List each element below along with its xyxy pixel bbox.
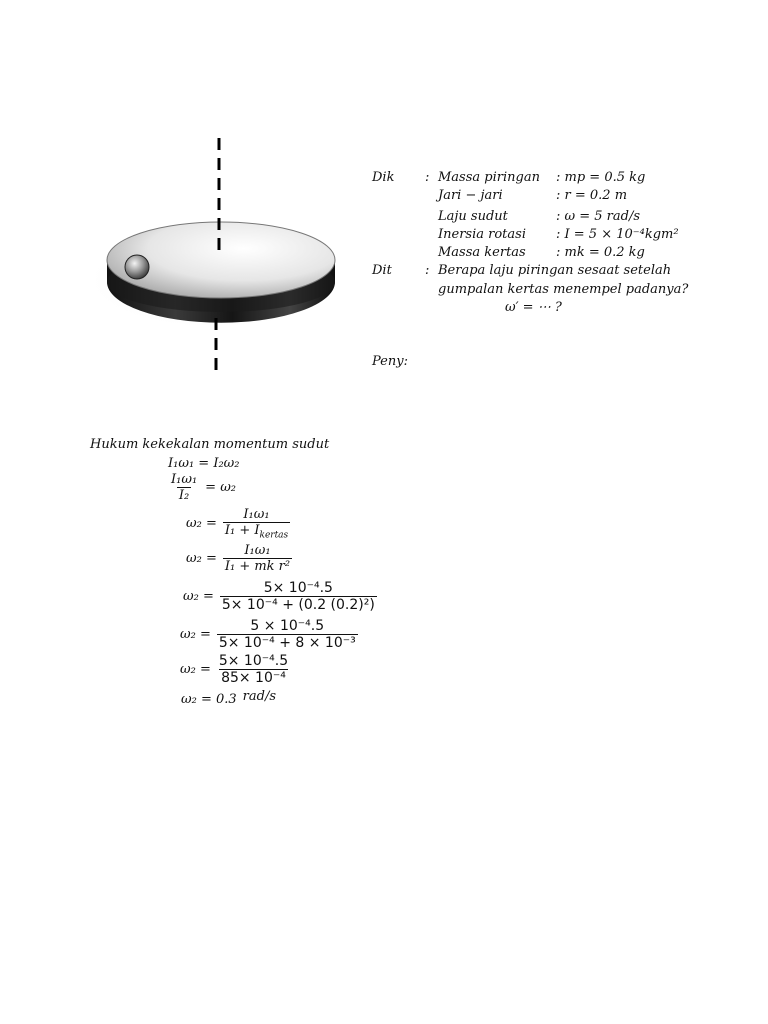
given-value-radius: : r = 0.2 m bbox=[556, 188, 628, 203]
eq6-numerator: 5 × 10⁻⁴.5 bbox=[250, 618, 325, 634]
given-label-inertia: Inersia rotasi bbox=[438, 227, 526, 242]
given-value-angular-speed: : ω = 5 rad/s bbox=[556, 209, 641, 224]
question-line-1: Berapa laju piringan sesaat setelah bbox=[438, 263, 672, 278]
eq3-denominator: $I_1 + I_{kertas}$ bbox=[224, 523, 289, 541]
given-value-inertia: : I = 5 × 10⁻⁴kgm² bbox=[556, 227, 679, 242]
peny-label: Peny: bbox=[372, 354, 408, 369]
eq5-denominator: 5× 10⁻⁴ + (0.2 (0.2)²) bbox=[221, 597, 375, 613]
eq6-lhs: ω₂ = bbox=[180, 627, 211, 642]
equation-6 bbox=[177, 618, 361, 651]
eq2-rhs: = ω₂ bbox=[205, 480, 237, 495]
equation-result bbox=[178, 689, 279, 707]
disk-illustration bbox=[90, 130, 350, 380]
result-unit: rad/s bbox=[242, 689, 276, 704]
eq7-numerator: 5× 10⁻⁴.5 bbox=[218, 653, 289, 669]
given-label-mass-disk: Massa piringan bbox=[438, 170, 540, 185]
dit-label: Dit bbox=[372, 263, 392, 278]
equation-3 bbox=[183, 507, 293, 541]
eq7-lhs: ω₂ = bbox=[180, 662, 211, 677]
solution-heading: Hukum kekekalan momentum sudut bbox=[90, 437, 330, 452]
eq7-denominator: 85× 10⁻⁴ bbox=[221, 670, 286, 686]
dik-label: Dik bbox=[372, 170, 395, 185]
eq5-lhs: ω₂ = bbox=[183, 589, 214, 604]
eq4-lhs: ω₂ = bbox=[186, 551, 217, 566]
eq5-numerator: 5× 10⁻⁴.5 bbox=[263, 580, 333, 596]
dit-colon: : bbox=[425, 263, 430, 278]
eq4-numerator: I₁ω₁ bbox=[244, 543, 271, 558]
given-label-mass-paper: Massa kertas bbox=[438, 245, 526, 260]
eq2-denominator: I₂ bbox=[178, 488, 190, 503]
equation-7 bbox=[177, 653, 293, 686]
eq3-lhs: ω₂ = bbox=[186, 516, 217, 532]
eq6-denominator: 5× 10⁻⁴ + 8 × 10⁻³ bbox=[218, 635, 356, 651]
given-value-mass-paper: : mk = 0.2 kg bbox=[556, 245, 645, 260]
given-label-angular-speed: Laju sudut bbox=[438, 209, 508, 224]
equation-5 bbox=[180, 580, 380, 613]
equation-2 bbox=[166, 472, 239, 503]
eq4-denominator: I₁ + mk r² bbox=[224, 559, 291, 574]
eq3-numerator: I₁ω₁ bbox=[243, 507, 270, 522]
question-line-2: gumpalan kertas menempel padanya? bbox=[438, 282, 689, 297]
eq2-numerator: I₁ω₁ bbox=[171, 472, 198, 487]
question-line-3: ω′ = ⋯ ? bbox=[505, 300, 562, 315]
paper-ball bbox=[125, 255, 149, 279]
dik-colon: : bbox=[425, 170, 430, 185]
given-value-mass-disk: : mp = 0.5 kg bbox=[556, 170, 646, 185]
equation-1: I₁ω₁ = I₂ω₂ bbox=[168, 456, 240, 471]
result-value: ω₂ = 0.3 bbox=[181, 692, 237, 707]
equation-4 bbox=[183, 543, 295, 574]
given-label-radius: Jari − jari bbox=[438, 188, 503, 203]
